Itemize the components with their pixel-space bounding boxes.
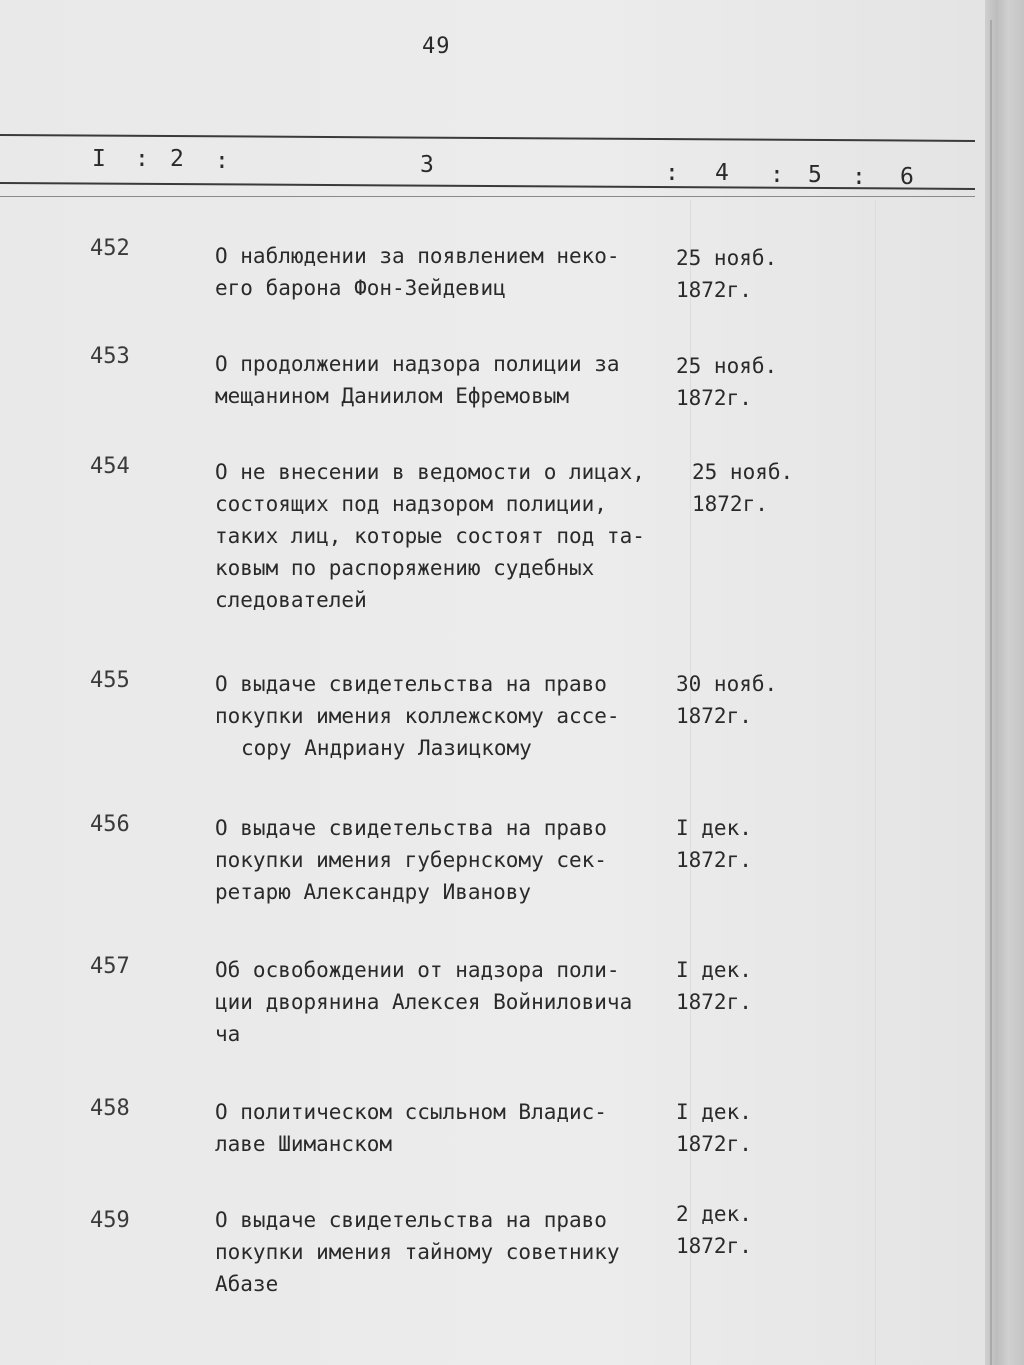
entry-description: О наблюдении за появлением неко- его барона Фон-Зейдевиц <box>215 244 620 300</box>
page-edge-line <box>990 20 992 1365</box>
header-col-5: 5 <box>808 162 822 188</box>
entry-date: I дек. 1872г. <box>676 1100 752 1156</box>
entry-description: О выдаче свидетельства на право покупки имения коллежскому ассе- сору Андриану Лазицкому <box>215 672 620 760</box>
header-sep: : <box>665 160 679 186</box>
column-guide <box>875 200 876 1365</box>
entry-date: I дек. 1872г. <box>676 816 752 872</box>
entry-number: 455 <box>90 668 130 693</box>
header-sep: : <box>770 162 784 188</box>
entry-number: 454 <box>90 454 130 479</box>
header-col-1: I <box>92 146 106 172</box>
header-sep: : <box>135 146 149 172</box>
entry-description: О политическом ссыльном Владис- лаве Шиманском <box>215 1100 607 1156</box>
entry-description: О продолжении надзора полиции за мещанином Даниилом Ефремовым <box>215 352 620 408</box>
entry-description: О не внесении в ведомости о лицах, состоящих под надзором полиции, таких лиц, которые состоят под та- ковым по распоряжению судебных следователей <box>215 460 645 612</box>
entry-date: 25 нояб. 1872г. <box>676 354 778 410</box>
entry-description: О выдаче свидетельства на право покупки имения губернскому сек- ретарю Александру Иванову <box>215 816 607 904</box>
entry-number: 452 <box>90 236 130 261</box>
entry-date: 30 нояб. 1872г. <box>676 672 778 728</box>
entry-number: 458 <box>90 1096 130 1121</box>
header-col-6: 6 <box>900 164 914 190</box>
entry-description: О выдаче свидетельства на право покупки имения тайному советнику Абазе <box>215 1208 620 1296</box>
header-col-2: 2 <box>170 146 184 172</box>
entry-number: 457 <box>90 954 130 979</box>
entry-number: 459 <box>90 1208 130 1233</box>
entry-date: 25 нояб. 1872г. <box>676 246 778 302</box>
page-number: 49 <box>422 34 451 59</box>
header-rule-thin <box>0 196 975 197</box>
header-col-4: 4 <box>715 160 729 186</box>
header-rule-top <box>0 134 975 142</box>
header-sep: : <box>852 164 866 190</box>
entry-date: 2 дек. 1872г. <box>676 1202 752 1258</box>
entry-date: 25 нояб. 1872г. <box>692 460 794 516</box>
entry-number: 456 <box>90 812 130 837</box>
header-rule-bottom <box>0 182 975 190</box>
header-sep: : <box>215 148 229 174</box>
header-col-3: 3 <box>420 152 434 178</box>
entry-number: 453 <box>90 344 130 369</box>
entry-date: I дек. 1872г. <box>676 958 752 1014</box>
entry-description: Об освобождении от надзора поли- ции дворянина Алексея Войниловичa ча <box>215 958 633 1046</box>
